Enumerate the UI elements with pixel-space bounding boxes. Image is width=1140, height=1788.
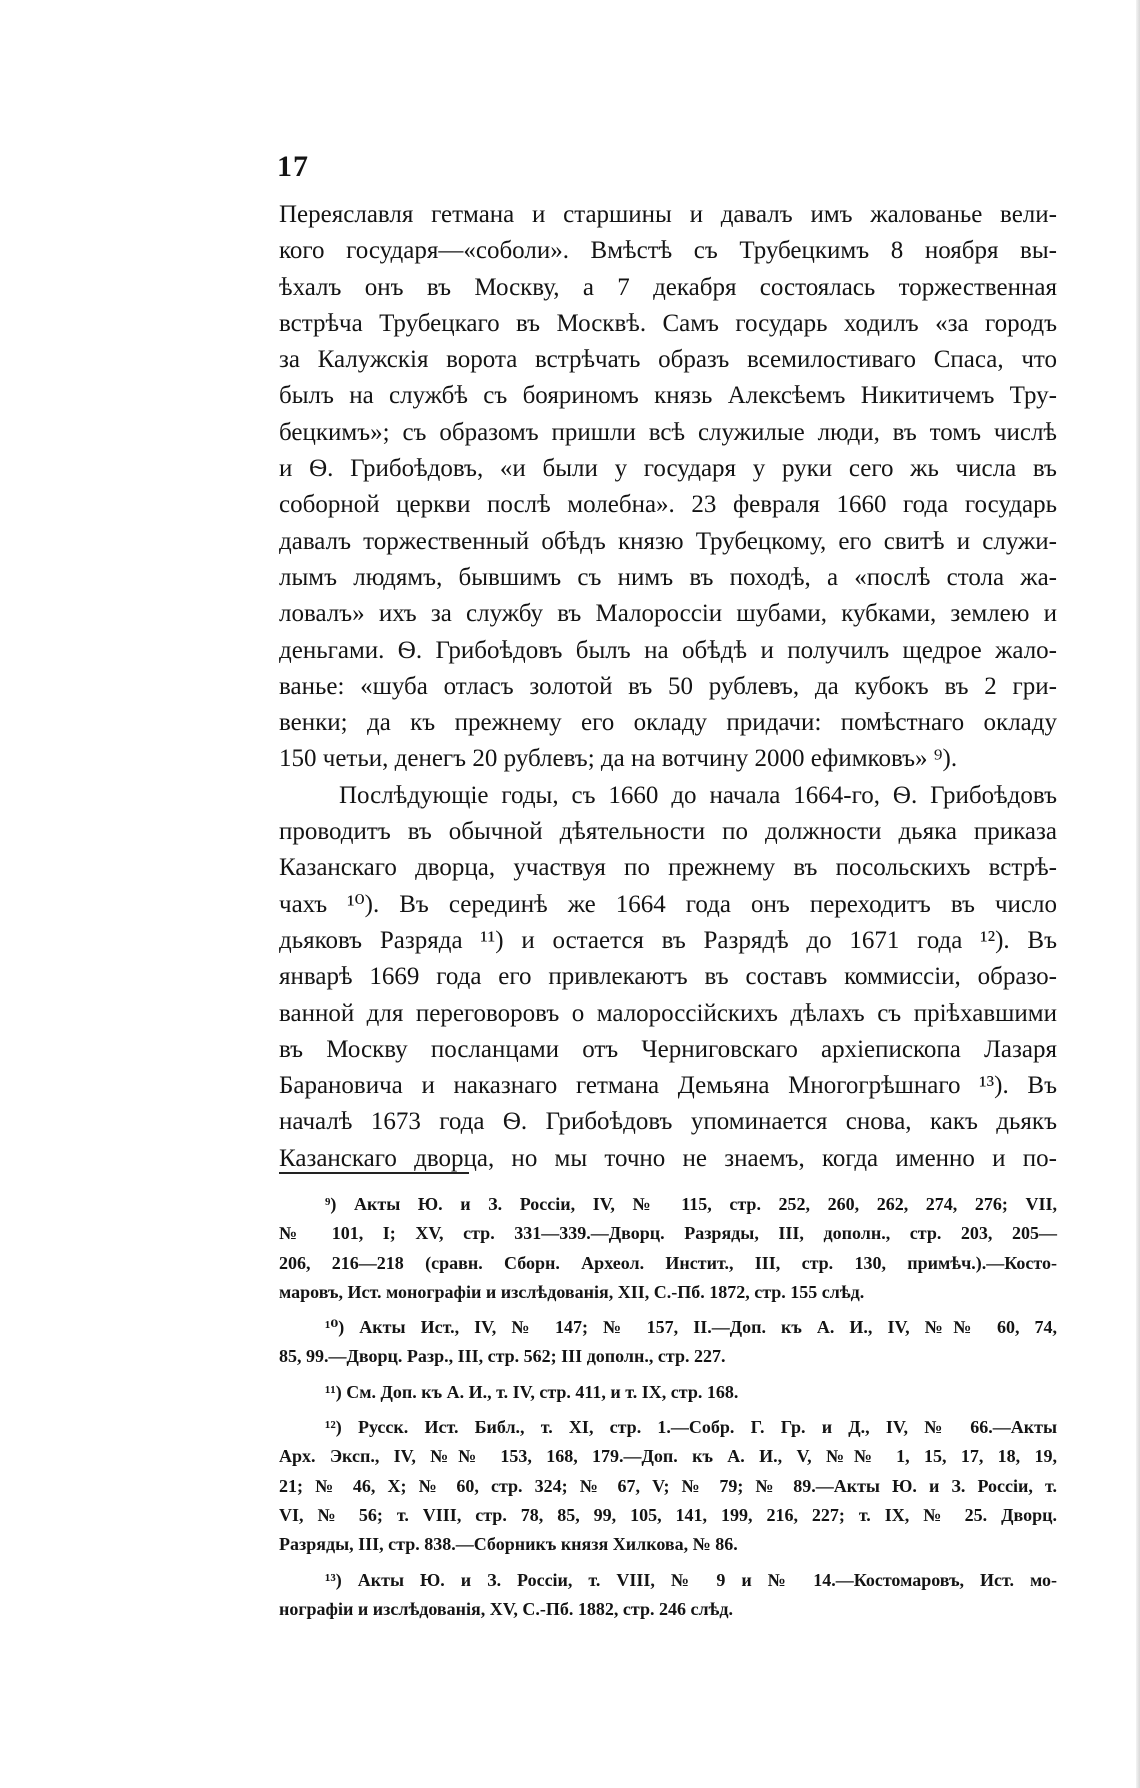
text-line: за Калужскія ворота встрѣчать образъ всемилостиваго Спаса, что [279, 346, 1057, 374]
text-line: встрѣча Трубецкаго въ Москвѣ. Самъ государь ходилъ «за городъ [279, 309, 1057, 337]
text-line: Барановича и наказнаго гетмана Демьяна Многогрѣшнаго ¹³). Въ [279, 1072, 1057, 1100]
text-line: Казанскаго дворца, но мы точно не знаемъ, когда именно и по- [279, 1144, 1057, 1172]
text-line: давалъ торжественный обѣдъ князю Трубецкому, его свитѣ и служи- [279, 527, 1057, 555]
footnote-9: ⁹) Акты Ю. и З. Россіи, IV, № 115, стр. 252, 260, 262, 274, 276; VII, [325, 1194, 1057, 1214]
text-line: дьяковъ Разряда ¹¹) и остается въ Разрядѣ до 1671 года ¹²). Въ [279, 926, 1057, 954]
text-line: деньгами. Ѳ. Грибоѣдовъ былъ на обѣдѣ и получилъ щедрое жало- [279, 636, 1057, 664]
footnote-12: ¹²) Русск. Ист. Библ., т. XI, стр. 1.—Собр. Г. Гр. и Д., IV, № 66.—Акты [325, 1417, 1057, 1438]
text-line: ванье: «шуба отласъ золотой въ 50 рублевъ, да кубокъ въ 2 гри- [279, 672, 1057, 700]
text-line: Переяславля гетмана и старшины и давалъ имъ жалованье вели- [279, 201, 1057, 228]
footnote-line: № 101, I; XV, стр. 331—339.—Дворц. Разряды, III, дополн., стр. 203, 205— [279, 1223, 1057, 1244]
paragraph-end-line: 150 четьи, денегъ 20 рублевъ; да на вотчину 2000 ефимковъ» ⁹). [279, 745, 958, 773]
footnote-line: нографіи и изслѣдованія, XV, С.-Пб. 1882, стр. 246 слѣд. [279, 1598, 733, 1619]
text-line: въ Москву посланцами отъ Черниговскаго архіепископа Лазаря [279, 1035, 1057, 1063]
footnote-line: VI, № 56; т. VIII, стр. 78, 85, 99, 105, 141, 199, 216, 227; т. IX, № 25. Дворц. [279, 1504, 1057, 1525]
text-line: соборной церкви послѣ молебна». 23 февраля 1660 года государь [279, 491, 1057, 519]
main-text-block [279, 197, 1057, 1177]
text-line: проводитъ въ обычной дѣятельности по должности дьяка приказа [279, 818, 1057, 846]
footnote-line: Разряды, III, стр. 838.—Сборникъ князя Хилкова, № 86. [279, 1534, 738, 1555]
scan-page-edge [1136, 0, 1140, 1788]
text-line: ѣхалъ онъ въ Москву, а 7 декабря состоялась торжественная [279, 273, 1057, 301]
text-line: ванной для переговоровъ о малороссійскихъ дѣлахъ съ пріѣхавшими [279, 999, 1057, 1027]
text-line: бецкимъ»; съ образомъ пришли всѣ служилые люди, въ томъ числѣ [279, 418, 1057, 446]
text-line: Казанскаго дворца, участвуя по прежнему въ посольскихъ встрѣ- [279, 854, 1057, 882]
footnote-line: 85, 99.—Дворц. Разр., III, стр. 562; III дополн., стр. 227. [279, 1346, 726, 1367]
footnote-line: Арх. Эксп., IV, №№ 153, 168, 179.—Доп. къ А. И., V, №№ 1, 15, 17, 18, 19, [279, 1446, 1057, 1467]
footnote-line: 21; № 46, X; № 60, стр. 324; № 67, V; № 79; № 89.—Акты Ю. и З. Россіи, т. [279, 1475, 1057, 1496]
footnotes-block [279, 1190, 1057, 1624]
text-line: кого государя—«соболи». Вмѣстѣ съ Трубецкимъ 8 ноября вы- [279, 237, 1057, 265]
footnote-11: ¹¹) См. Доп. къ А. И., т. IV, стр. 411, и т. IX, стр. 168. [325, 1381, 739, 1402]
text-line: и Ѳ. Грибоѣдовъ, «и были у государя у руки сего жь числа въ [279, 455, 1057, 483]
footnote-line: 206, 216—218 (сравн. Сборн. Археол. Инстит., III, стр. 130, примѣч.).—Косто- [279, 1252, 1057, 1273]
footnote-13: ¹³) Акты Ю. и З. Россіи, т. VIII, № 9 и № 14.—Костомаровъ, Ист. мо- [325, 1569, 1057, 1590]
text-line: венки; да къ прежнему его окладу придачи: помѣстнаго окладу [279, 709, 1057, 737]
text-line: началѣ 1673 года Ѳ. Грибоѣдовъ упоминается снова, какъ дьякъ [279, 1108, 1057, 1136]
footnote-10: ¹⁰) Акты Ист., IV, № 147; № 157, II.—Доп. къ А. И., IV, №№ 60, 74, [325, 1317, 1057, 1338]
footnote-separator [279, 1172, 469, 1174]
text-line: былъ на службѣ съ бояриномъ князь Алексѣемъ Никитичемъ Тру- [279, 382, 1057, 410]
footnote-line: маровъ, Ист. монографіи и изслѣдованія, XII, С.-Пб. 1872, стр. 155 слѣд. [279, 1281, 865, 1302]
paragraph-start-line: Послѣдующіе годы, съ 1660 до начала 1664-го, Ѳ. Грибоѣдовъ [339, 781, 1057, 809]
page-number: 17 [277, 150, 309, 183]
text-line: лымъ людямъ, бывшимъ съ нимъ въ походѣ, а «послѣ стола жа- [279, 563, 1057, 591]
text-line: чахъ ¹⁰). Въ серединѣ же 1664 года онъ переходитъ въ число [279, 890, 1057, 918]
text-line: январѣ 1669 года его привлекаютъ въ составъ коммиссіи, образо- [279, 963, 1057, 991]
text-line: ловалъ» ихъ за службу въ Малороссіи шубами, кубками, землею и [279, 600, 1057, 628]
